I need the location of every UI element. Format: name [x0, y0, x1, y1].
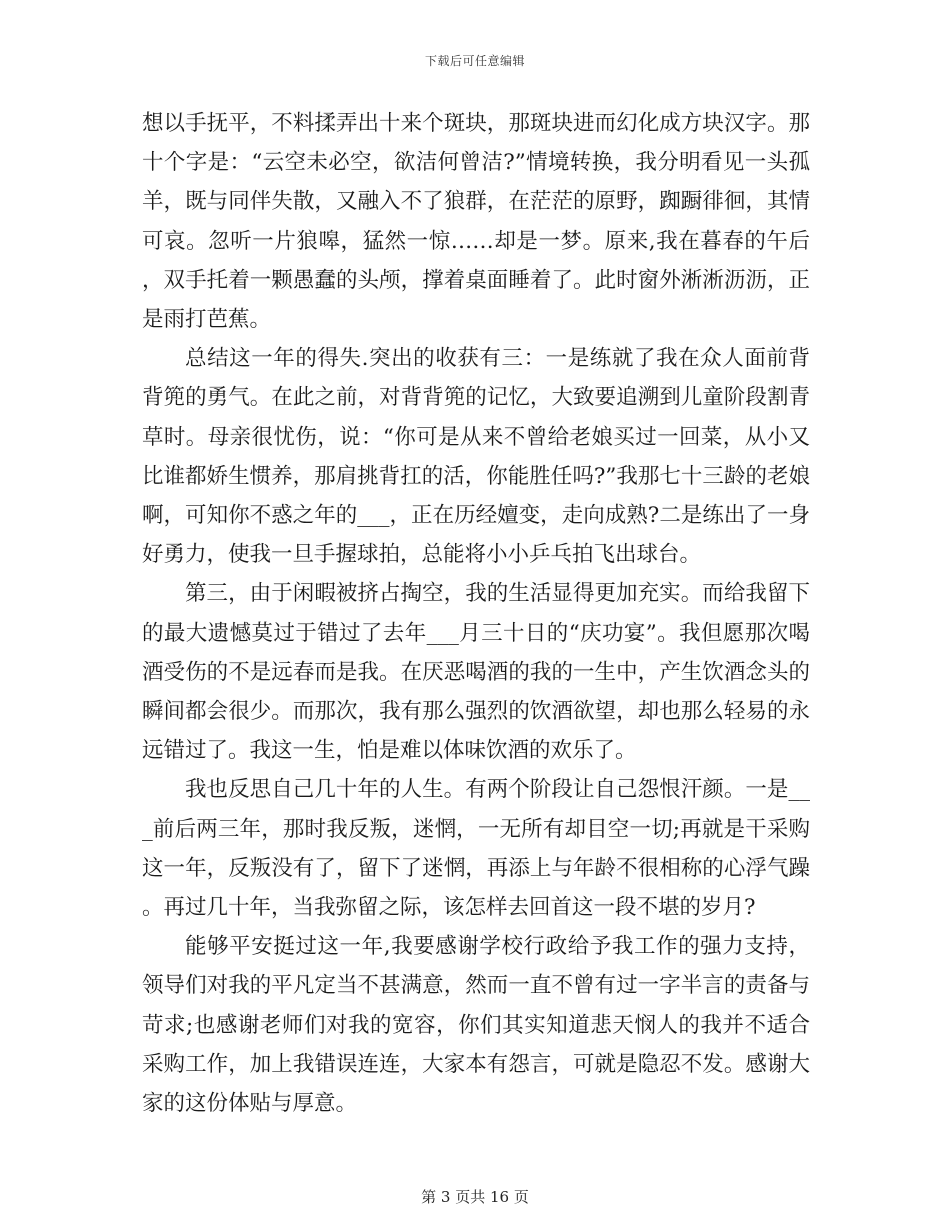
page-footer: 第 3 页共 16 页 [421, 1188, 529, 1206]
paragraph-4: 我也反思自己几十年的人生。有两个阶段让自己怨恨汗颜。一是___前后两三年，那时我反叛，迷惘，一无所有却目空一切;再就是干采购这一年，反叛没有了，留下了迷惘，再添上与年龄不很相称的心浮气躁。再过几十年，当我弥留之际，该怎样去回首这一段不堪的岁月? [142, 777, 810, 921]
paragraph-3: 第三，由于闲暇被挤占掏空，我的生活显得更加充实。而给我留下的最大遗憾莫过于错过了去年___月三十日的“庆功宴”。我但愿那次喝酒受伤的不是远春而是我。在厌恶喝酒的我的一生中，产生饮酒念头的瞬间都会很少。而那次，我有那么强烈的饮酒欲望，却也那么轻易的永远错过了。我这一生，怕是难以体味饮酒的欢乐了。 [142, 581, 810, 764]
document-body [142, 104, 810, 1123]
paragraph-2: 总结这一年的得失.突出的收获有三：一是练就了我在众人面前背背篼的勇气。在此之前，对背背篼的记忆，大致要追溯到儿童阶段割青草时。母亲很忧伤，说：“你可是从来不曾给老娘买过一回菜，从小又比谁都娇生惯养，那肩挑背扛的活，你能胜任吗?”我那七十三龄的老娘啊，可知你不惑之年的___，正在历经嬗变，走向成熟?二是练出了一身好勇力，使我一旦手握球拍，总能将小小乒乓拍飞出球台。 [142, 346, 810, 568]
paragraph-5: 能够平安挺过这一年,我要感谢学校行政给予我工作的强力支持，领导们对我的平凡定当不甚满意，然而一直不曾有过一字半言的责备与苛求;也感谢老师们对我的宽容，你们其实知道悲天悯人的我并不适合采购工作，加上我错误连连，大家本有怨言，可就是隐忍不发。感谢大家的这份体贴与厚意。 [142, 934, 810, 1117]
paragraph-1: 想以手抚平，不料揉弄出十来个斑块，那斑块进而幻化成方块汉字。那十个字是：“云空未必空，欲洁何曾洁?”情境转换，我分明看见一头孤羊，既与同伴失散，又融入不了狼群，在茫茫的原野，踟蹰徘徊，其情可哀。忽听一片狼嗥，猛然一惊……却是一梦。原来,我在暮春的午后，双手托着一颗愚蠢的头颅，撑着桌面睡着了。此时窗外淅淅沥沥，正是雨打芭蕉。 [142, 111, 810, 333]
page-header: 下载后可任意编辑 [424, 54, 525, 68]
